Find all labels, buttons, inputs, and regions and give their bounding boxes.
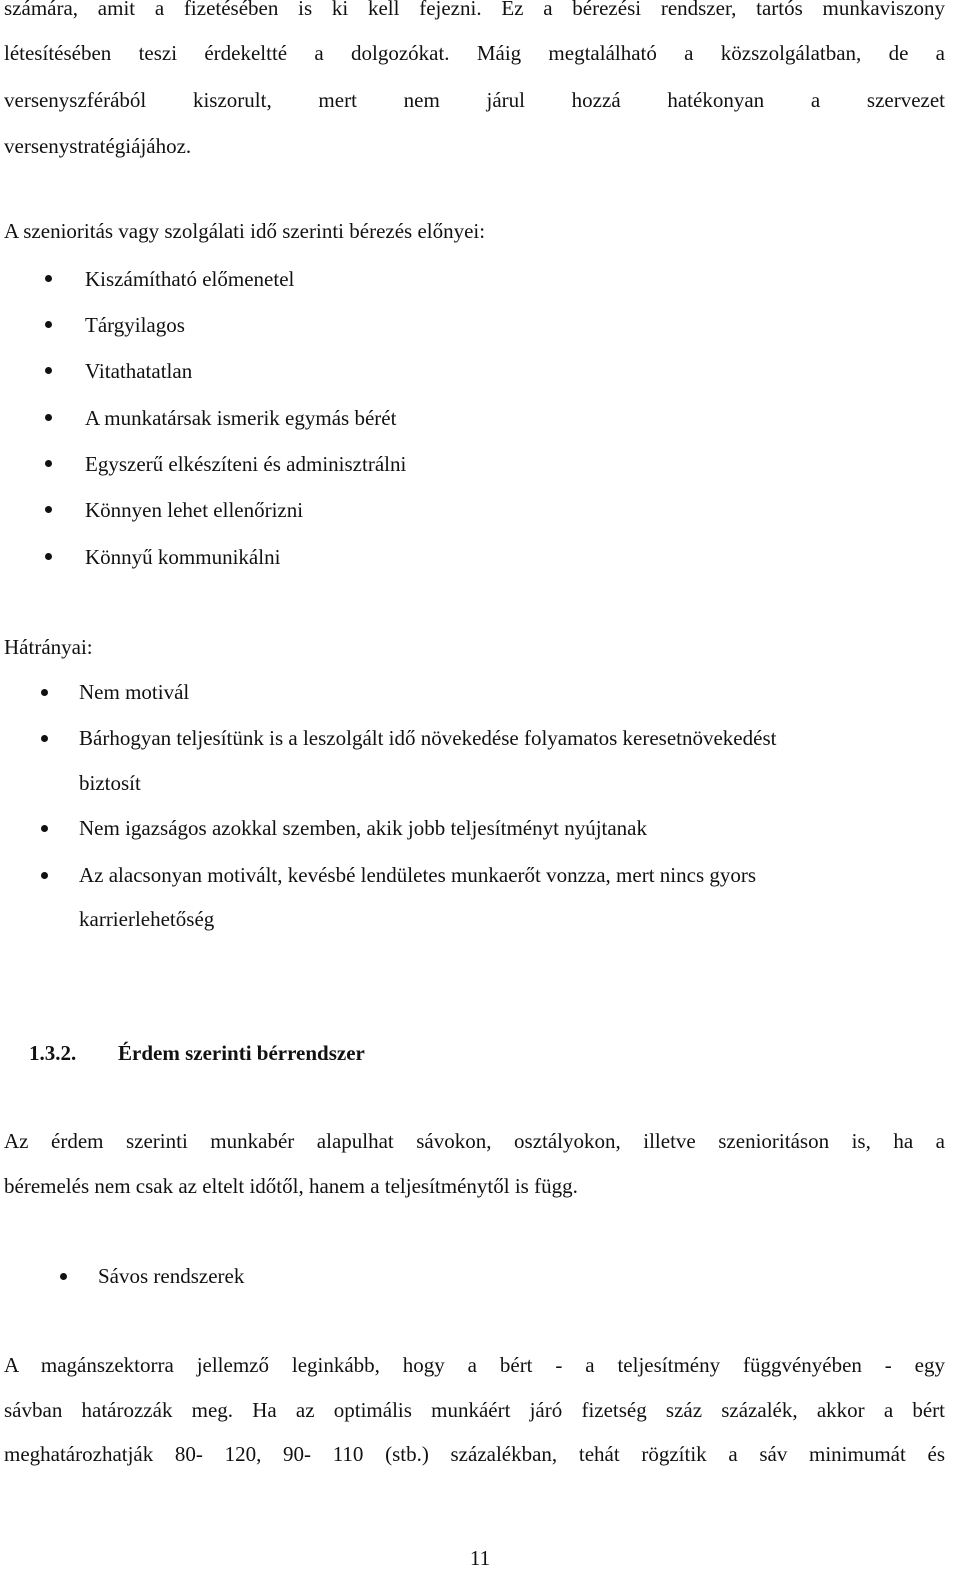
intro-line-2: létesítésében teszi érdekeltté a dolgozókat. Máig megtalálható a közszolgálatban, de a	[4, 41, 945, 65]
advantage-item: Tárgyilagos	[85, 313, 185, 337]
disadvantage-item: Az alacsonyan motivált, kevésbé lendületes munkaerőt vonzza, mert nincs gyors	[79, 863, 757, 887]
advantages-heading: A szenioritás vagy szolgálati idő szerinti bérezés előnyei:	[4, 219, 486, 243]
band-bullet-item: Sávos rendszerek	[98, 1264, 245, 1288]
advantage-item: Könnyű kommunikálni	[85, 545, 281, 569]
advantage-item: Egyszerű elkészíteni és adminisztrálni	[85, 452, 407, 476]
disadvantage-item-continuation: karrierlehetőség	[79, 907, 215, 931]
bullet-icon	[60, 1273, 67, 1280]
bullet-icon	[41, 825, 48, 832]
advantage-item: Kiszámítható előmenetel	[85, 267, 295, 291]
section-number: 1.3.2.	[29, 1041, 77, 1065]
band-line-3: meghatározhatják 80- 120, 90- 110 (stb.) százalékban, tehát rögzítik a sáv minimumát és	[4, 1442, 945, 1466]
bullet-icon	[45, 321, 52, 328]
intro-line-3: versenyszférából kiszorult, mert nem járul hozzá hatékonyan a szervezet	[4, 88, 945, 112]
bullet-icon	[45, 460, 52, 467]
disadvantage-item: Bárhogyan teljesítünk is a leszolgált idő növekedése folyamatos keresetnövekedést	[79, 726, 777, 750]
section-heading	[4, 1038, 365, 1068]
bullet-icon	[41, 689, 48, 696]
merit-line-2: béremelés nem csak az eltelt időtől, hanem a teljesítménytől is függ.	[4, 1174, 578, 1198]
band-line-2: sávban határozzák meg. Ha az optimális munkáért járó fizetség száz százalék, akkor a bért	[4, 1398, 945, 1422]
merit-line-1: Az érdem szerinti munkabér alapulhat sávokon, osztályokon, illetve szenioritáson is, ha a	[4, 1129, 945, 1153]
band-line-1: A magánszektorra jellemző leginkább, hogy a bért - a teljesítmény függvényében - egy	[4, 1353, 945, 1377]
bullet-icon	[45, 275, 52, 282]
advantage-item: Vitathatatlan	[85, 359, 193, 383]
disadvantages-heading: Hátrányai:	[4, 635, 93, 659]
section-title: Érdem szerinti bérrendszer	[118, 1041, 365, 1065]
page-number: 11	[469, 1546, 491, 1570]
bullet-icon	[41, 872, 48, 879]
bullet-icon	[45, 506, 52, 513]
intro-line-4: versenystratégiájához.	[4, 134, 192, 158]
bullet-icon	[45, 367, 52, 374]
bullet-icon	[41, 735, 48, 742]
intro-line-1: számára, amit a fizetésében is ki kell fejezni. Ez a bérezési rendszer, tartós munkaviszony	[4, 0, 945, 20]
disadvantage-item: Nem igazságos azokkal szemben, akik jobb teljesítményt nyújtanak	[79, 816, 648, 840]
advantage-item: Könnyen lehet ellenőrizni	[85, 498, 304, 522]
advantage-item: A munkatársak ismerik egymás bérét	[85, 406, 397, 430]
disadvantage-item-continuation: biztosít	[79, 771, 141, 795]
disadvantage-item: Nem motivál	[79, 680, 190, 704]
bullet-icon	[45, 414, 52, 421]
bullet-icon	[45, 553, 52, 560]
